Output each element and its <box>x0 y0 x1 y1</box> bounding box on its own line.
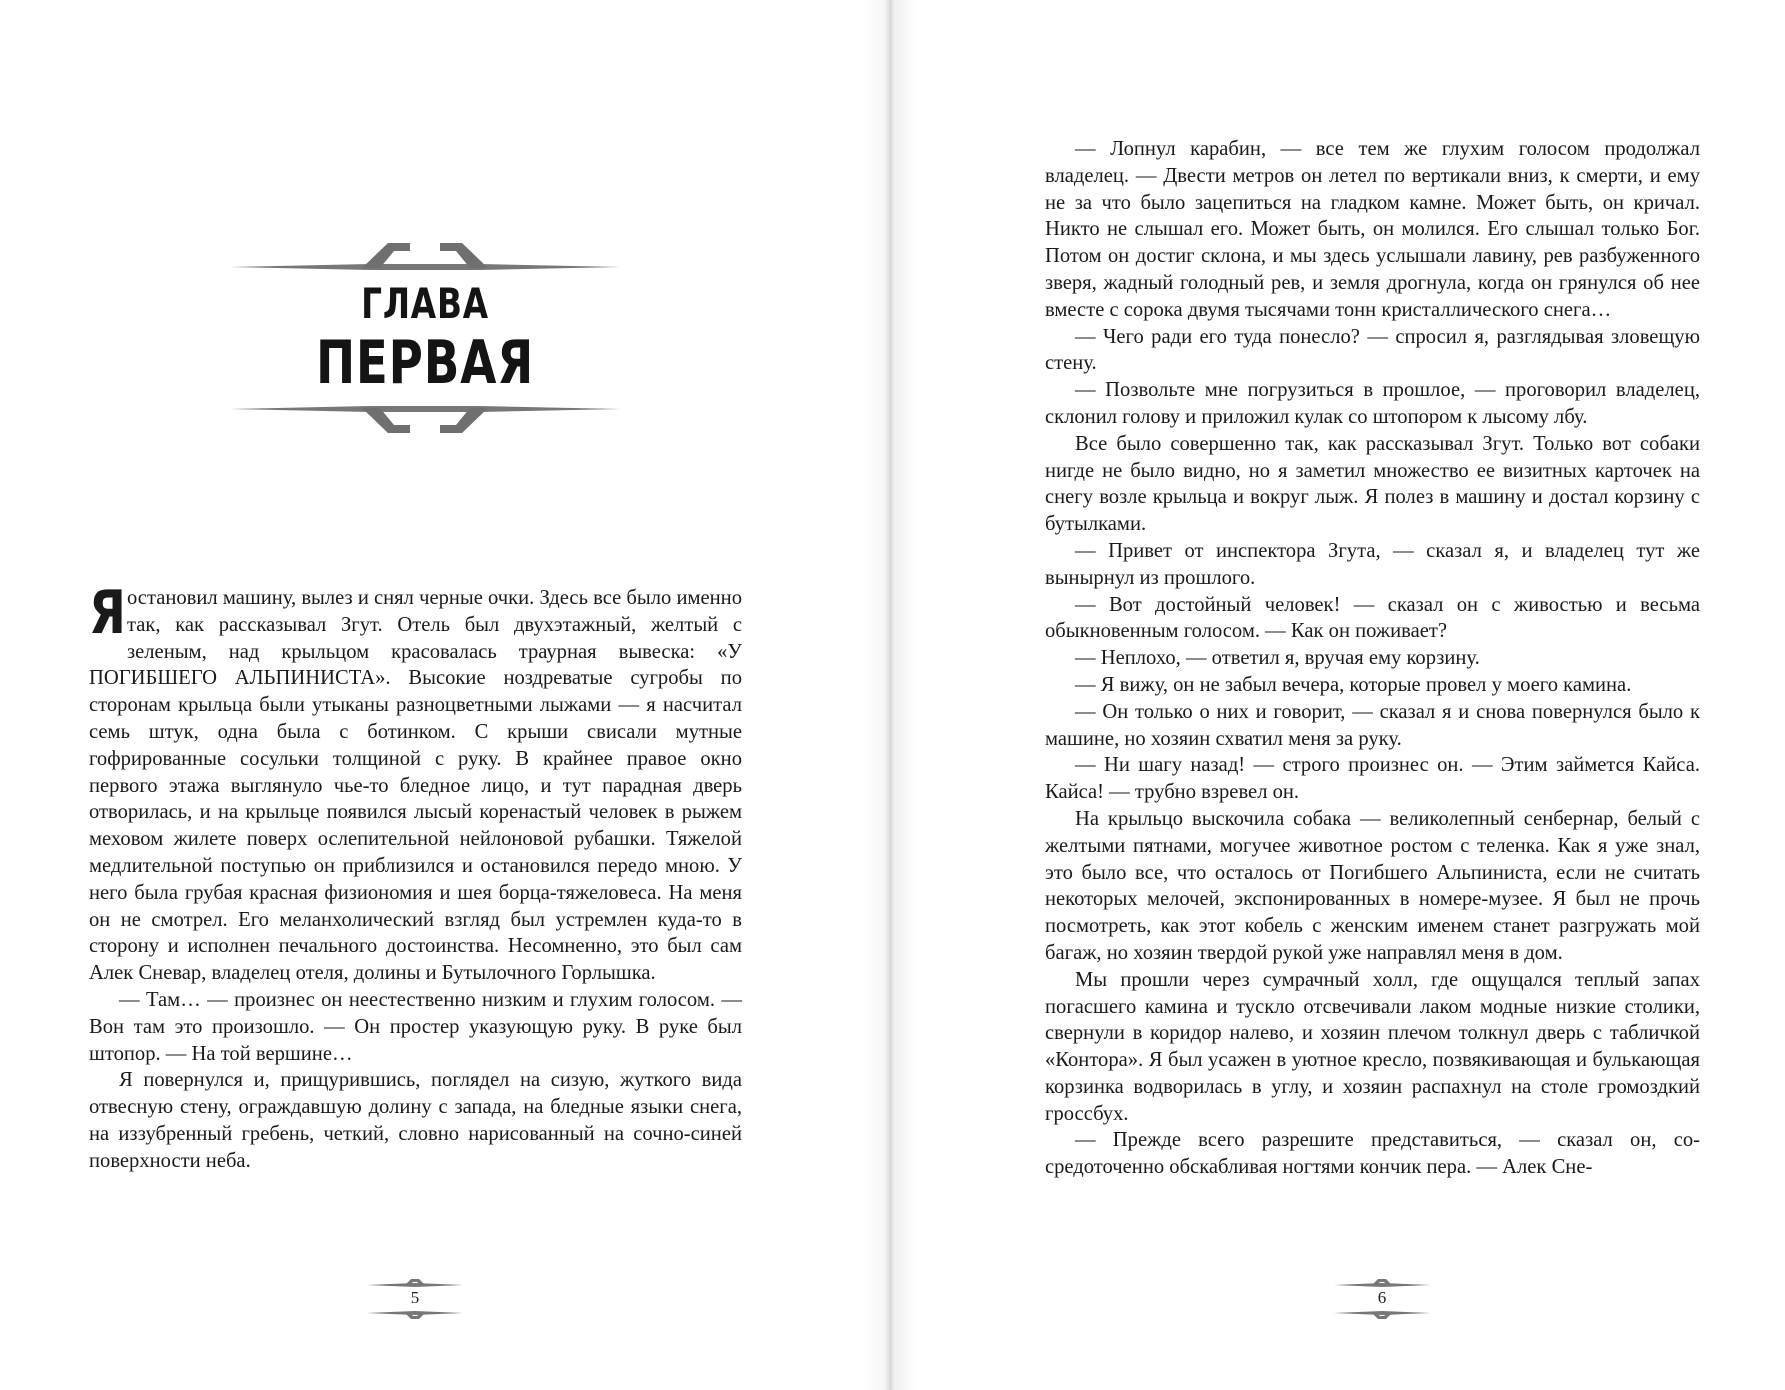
paragraph: На крыльцо выскочила собака — великолепный сенбернар, белый с желтыми пятнами, могучее животное ростом с теленка. Как я уже знал, это было все, что осталось от Погибшего Альпиниста, если не считать некоторых мелочей, экспонированных в номере-музее. Я был не прочь посмотреть, как этот кобель с женским именем станет разгружать мой багаж, но хозяин твердой рукой уже направлял меня в дом. <box>1045 807 1700 964</box>
chapter-label: ГЛАВА <box>361 279 489 328</box>
paragraph: — Прежде всего разрешите представиться, — сказал он, сосредоточенно обскабливая ногтями кончик пера. — Алек Сне- <box>1045 1129 1700 1179</box>
paragraph: — Привет от инспектора Згута, — сказал я, и владелец тут же вынырнул из прошлого. <box>1045 539 1700 589</box>
book-gutter <box>862 0 918 1390</box>
right-page-text <box>1045 136 1700 1181</box>
paragraph <box>89 578 742 987</box>
paragraph-text: остановил машину, вылез и снял черные очки. Здесь все было именно так, как рассказывал Згут. Отель был двухэтажный, желтый с зеленым, над крыльцом красовалась траурная вывеска: «У ПОГИБШЕГО АЛЬПИНИСТА». Высокие ноздреватые сугробы по сторонам крыльца были утыканы разноцветными лыжами — я насчитал семь штук, одна была с ботинком. С крыши свисали мутные гофрированные сосульки толщиной с руку. В крайнее правое окно первого этажа выглянуло чье-то бледное лицо, и тут парадная дверь отворилась, и на крыльце появился лысый коренастый человек в рыжем меховом жилете поверх ослепительной нейлоновой рубашки. Тяжелой медлительной поступью он приблизился и остановился передо мною. У него была грубая красная физиономия и шея борца-тяжеловеса. На меня он не смотрел. Его меланхолический взгляд был устремлен куда-то в сторону и исполнен печального достоинства. Несомненно, это был сам Алек Сневар, владелец отеля, долины и Бутылочного Горлышка. <box>89 587 742 985</box>
paragraph: — Там… — произнес он неестественно низким и глухим голосом. — Вон там это произошло. — Он простер указующую руку. В руке был штопор. — На той вершине… <box>89 988 742 1065</box>
paragraph: — Вот достойный человек! — сказал он с живостью и весьма обыкновенным голосом. — Как он поживает? <box>1045 593 1700 643</box>
page-number-ornament <box>1332 1277 1432 1321</box>
page-number-ornament <box>365 1277 465 1321</box>
paragraph: Я повернулся и, прищурившись, поглядел на сизую, жуткого вида отвесную стену, ограждавшую долину с запада, на бледные языки снега, на иззубренный гребень, четкий, словно нарисованный на сочно-синей поверхности неба. <box>89 1069 742 1172</box>
paragraph: — Позвольте мне погрузиться в прошлое, — проговорил владелец, склонил голову и приложил кулак со штопором к лысому лбу. <box>1045 379 1700 428</box>
paragraph: — Неплохо, — ответил я, вручая ему корзину. <box>1075 647 1480 670</box>
paragraph: Все было совершенно так, как рассказывал Згут. Только вот собаки нигде не было видно, но я заметил множество ее визитных карточек на снегу возле крыльца и вокруг лыж. Я полез в машину и достал корзину с бутылками. <box>1045 432 1700 536</box>
paragraph: — Он только о них и говорит, — сказал я и снова повернулся было к машине, но хозяин схватил меня за руку. <box>1045 700 1700 750</box>
left-page-text <box>89 578 742 1175</box>
drop-cap: Я <box>89 578 126 648</box>
chapter-heading <box>230 235 620 440</box>
paragraph: — Ни шагу назад! — строго произнес он. — Этим займется Кайса. Кайса! — трубно взревел он. <box>1045 754 1700 804</box>
paragraph: — Лопнул карабин, — все тем же глухим голосом продолжал владелец. — Двести метров он летел по вертикали вниз, к смерти, и ему не за что было зацепиться на гладком камне. Может быть, он кричал. Никто не слышал его. Может быть, он молился. Его слышал только Бог. Потом он достиг склона, и мы здесь услышали лавину, рев разбуженного зверя, жадный голодный рев, и земля дрогнула, когда он грянулся об нее вместе с сорока двумя тысячами тонн кристаллического снега… <box>1045 138 1700 321</box>
page-number: 5 <box>410 1288 420 1307</box>
paragraph: Мы прошли через сумрачный холл, где ощущался теплый запах погасшего камина и тускло отсвечивали лаком модные низкие столики, свернули в коридор налево, и хозяин плечом толкнул дверь с табличкой «Контора». Я был усажен в уютное кресло, позвякивающая и булькающая корзинка водворилась в углу, и хозяин распахнул на столе громоздкий гроссбух. <box>1045 968 1700 1125</box>
chapter-number: ПЕРВАЯ <box>315 328 535 398</box>
paragraph: — Чего ради его туда понесло? — спросил я, разглядывая зловещую стену. <box>1045 325 1700 375</box>
paragraph: — Я вижу, он не забыл вечера, которые провел у моего камина. <box>1075 673 1632 696</box>
page-number: 6 <box>1377 1288 1387 1307</box>
left-page <box>0 0 890 1390</box>
